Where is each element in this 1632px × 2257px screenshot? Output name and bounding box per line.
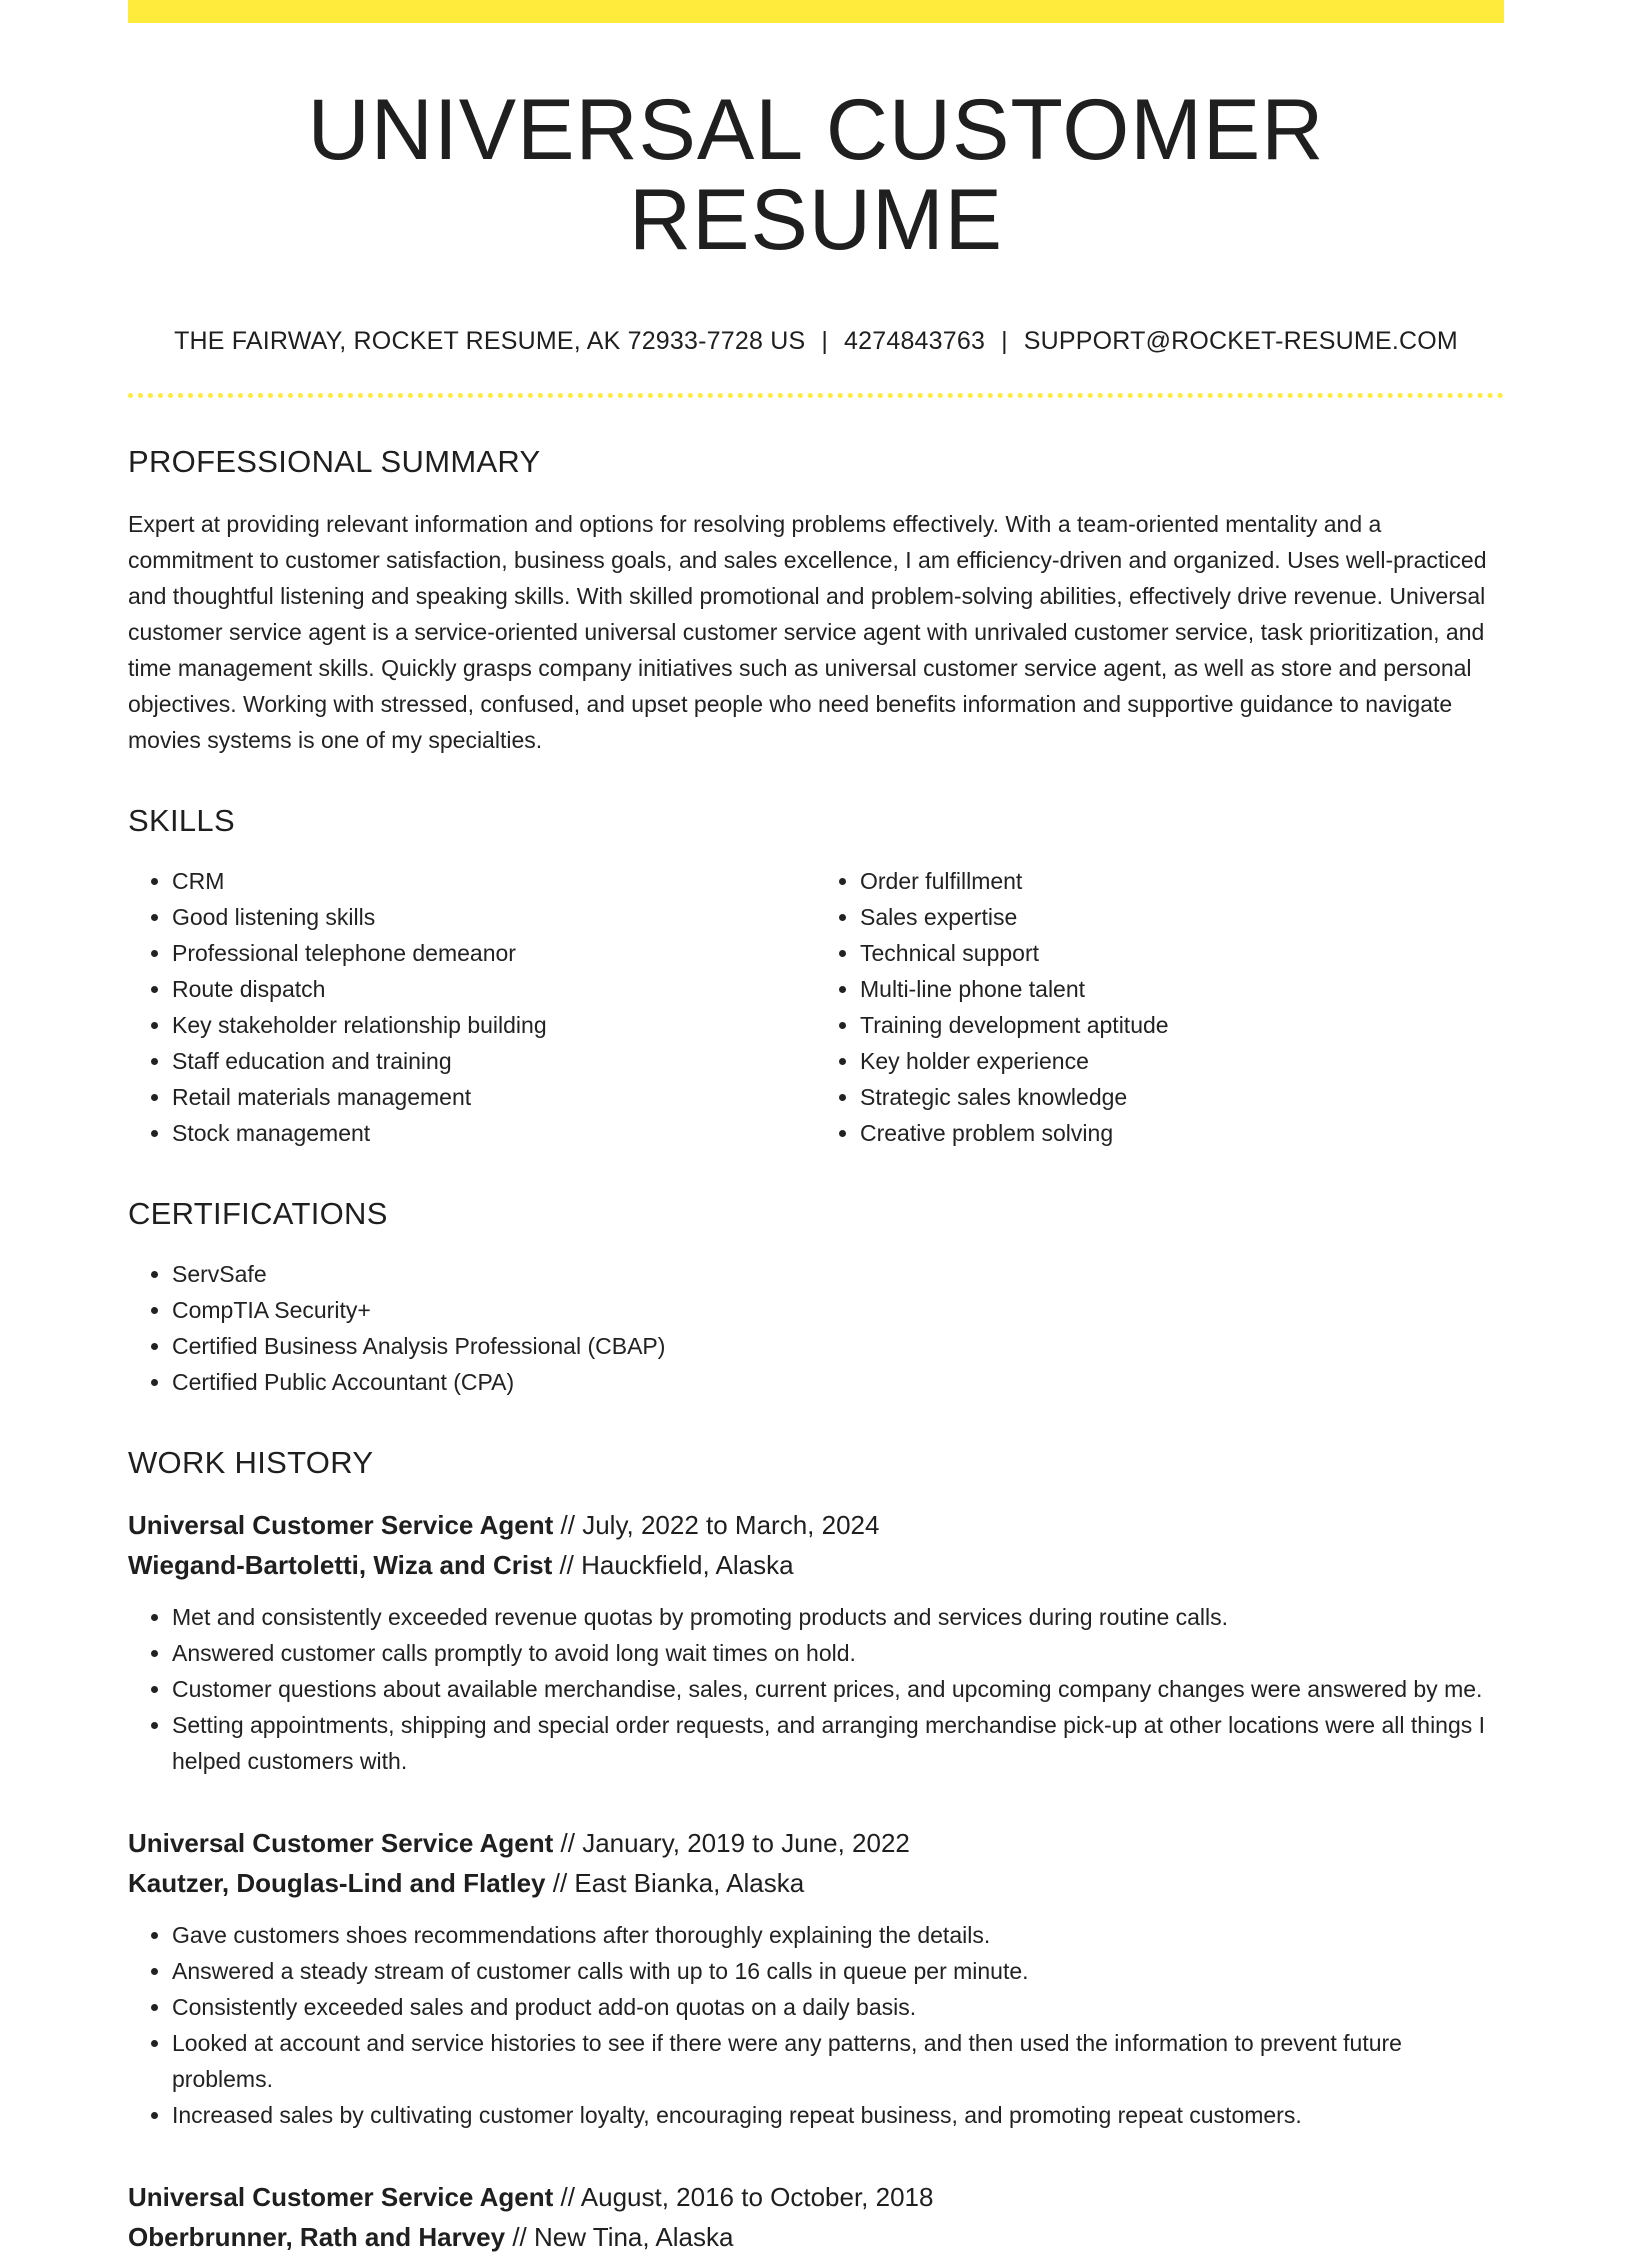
job-title-line <box>128 1823 1504 1863</box>
list-item: • Stock management <box>172 1115 816 1151</box>
list-item: • Creative problem solving <box>860 1115 1504 1151</box>
job-company: Wiegand-Bartoletti, Wiza and Crist <box>128 1550 553 1581</box>
job-dates: // January, 2019 to June, 2022 <box>553 1828 910 1859</box>
job-company-line <box>128 1863 1504 1903</box>
list-item: • Technical support <box>860 935 1504 971</box>
list-item: • Met and consistently exceeded revenue quotas by promoting products and services during routine calls. <box>172 1599 1504 1635</box>
section-heading-work-history: WORK HISTORY <box>128 1445 374 1481</box>
separator: | <box>821 326 829 355</box>
job-title-line <box>128 2177 1504 2217</box>
job-entry <box>128 2177 1504 2257</box>
job-bullets <box>128 1599 1504 1779</box>
job-location: // New Tina, Alaska <box>505 2222 734 2253</box>
section-heading-skills: SKILLS <box>128 802 235 838</box>
list-item: • Multi-line phone talent <box>860 971 1504 1007</box>
resume-title: UNIVERSAL CUSTOMER RESUME <box>307 82 1325 269</box>
list-item: • Order fulfillment <box>860 863 1504 899</box>
list-item: • Sales expertise <box>860 899 1504 935</box>
job-title: Universal Customer Service Agent <box>128 2182 554 2213</box>
list-item: • Strategic sales knowledge <box>860 1079 1504 1115</box>
job-title: Universal Customer Service Agent <box>128 1828 554 1859</box>
list-item: • Customer questions about available merchandise, sales, current prices, and upcoming company changes were answered by me. <box>172 1671 1504 1707</box>
address: THE FAIRWAY, ROCKET RESUME, AK 72933-7728 US <box>174 326 806 355</box>
list-item: • Looked at account and service histories to see if there were any patterns, and then used the information to prevent future problems. <box>172 2025 1504 2097</box>
list-item: • Answered customer calls promptly to avoid long wait times on hold. <box>172 1635 1504 1671</box>
phone: 4274843763 <box>844 326 986 355</box>
skills-list <box>128 863 1504 1151</box>
list-item: • Answered a steady stream of customer calls with up to 16 calls in queue per minute. <box>172 1953 1504 1989</box>
list-item: • Route dispatch <box>172 971 816 1007</box>
job-title: Universal Customer Service Agent <box>128 1510 554 1541</box>
list-item: • Good listening skills <box>172 899 816 935</box>
skills-column-left <box>128 863 816 1151</box>
list-item: • Certified Public Accountant (CPA) <box>172 1364 1504 1400</box>
list-item: • Consistently exceeded sales and product add-on quotas on a daily basis. <box>172 1989 1504 2025</box>
job-company-line <box>128 1545 1504 1585</box>
job-dates: // August, 2016 to October, 2018 <box>553 2182 934 2213</box>
list-item: • Key holder experience <box>860 1043 1504 1079</box>
separator: | <box>1001 326 1008 355</box>
dotted-divider <box>128 393 1504 398</box>
job-location: // Hauckfield, Alaska <box>552 1550 794 1581</box>
contact-line <box>128 326 1504 356</box>
list-item: • Gave customers shoes recommendations after thoroughly explaining the details. <box>172 1917 1504 1953</box>
list-item: • Training development aptitude <box>860 1007 1504 1043</box>
job-title-line <box>128 1505 1504 1545</box>
accent-bar <box>128 0 1504 23</box>
list-item: • Retail materials management <box>172 1079 816 1115</box>
list-item: • Increased sales by cultivating customer loyalty, encouraging repeat business, and promoting repeat customers. <box>172 2097 1504 2133</box>
job-dates: // July, 2022 to March, 2024 <box>553 1510 880 1541</box>
list-item: • Staff education and training <box>172 1043 816 1079</box>
job-entry <box>128 1505 1504 1779</box>
section-heading-summary: PROFESSIONAL SUMMARY <box>128 443 541 479</box>
email: SUPPORT@ROCKET-RESUME.COM <box>1023 326 1458 355</box>
list-item: • ServSafe <box>172 1256 1504 1292</box>
job-location: // East Bianka, Alaska <box>545 1868 805 1899</box>
job-company-line <box>128 2217 1504 2257</box>
section-heading-certifications: CERTIFICATIONS <box>128 1195 388 1231</box>
summary-text: Expert at providing relevant information and options for resolving problems effectively. With a team-oriented mentality and a commitment to customer satisfaction, business goals, and sales excellence, I am efficiency-driven and organized. Uses well-practiced and thoughtful listening and speaking skills. With skilled promotional and problem-solving abilities, effectively drive revenue. Universal customer service agent is a service-oriented universal customer service agent with unrivaled customer service, task prioritization, and time management skills. Quickly grasps company initiatives such as universal customer service agent, as well as store and personal objectives. Working with stressed, confused, and upset people who need benefits information and supportive guidance to navigate movies systems is one of my specialties. <box>128 510 1487 753</box>
skills-column-right <box>816 863 1504 1151</box>
list-item: • Professional telephone demeanor <box>172 935 816 971</box>
list-item: • Key stakeholder relationship building <box>172 1007 816 1043</box>
list-item: • Setting appointments, shipping and special order requests, and arranging merchandise pick-up at other locations were all things I helped customers with. <box>172 1707 1504 1779</box>
certifications-list <box>128 1256 1504 1400</box>
job-company: Kautzer, Douglas-Lind and Flatley <box>128 1868 546 1899</box>
job-bullets <box>128 1917 1504 2133</box>
list-item: • CompTIA Security+ <box>172 1292 1504 1328</box>
job-entry <box>128 1823 1504 2133</box>
list-item: • CRM <box>172 863 816 899</box>
job-company: Oberbrunner, Rath and Harvey <box>128 2222 506 2253</box>
list-item: • Certified Business Analysis Professional (CBAP) <box>172 1328 1504 1364</box>
resume-page <box>128 0 1504 2257</box>
